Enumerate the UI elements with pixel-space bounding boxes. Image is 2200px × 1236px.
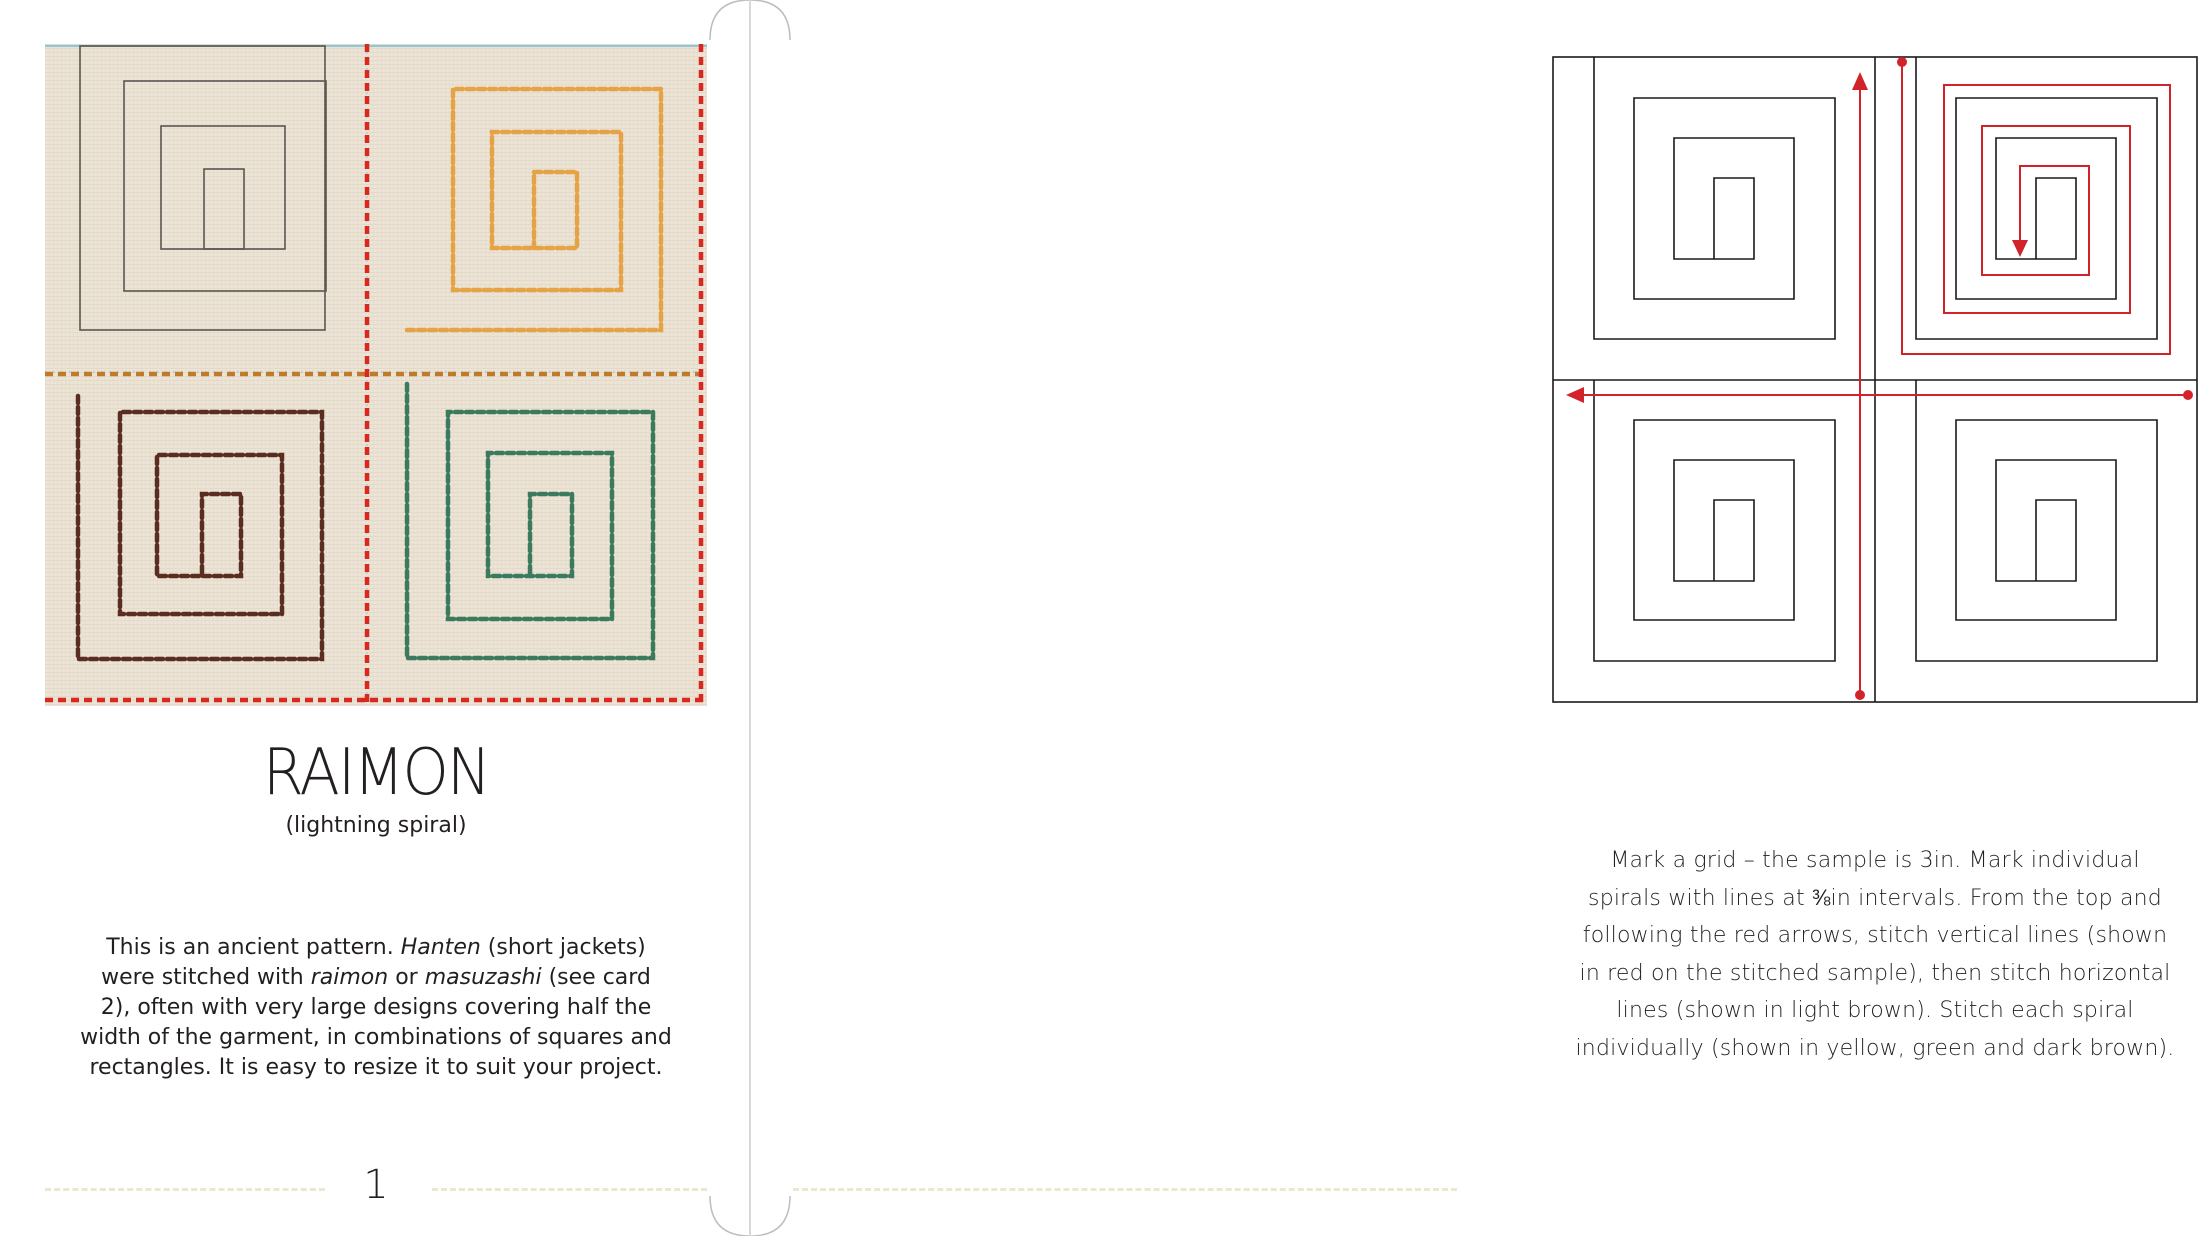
stitching-instructions: [1550, 842, 2200, 1067]
page-corner-icon: [710, 1196, 750, 1236]
instruction-line: lines (shown in light brown). Stitch each spiral: [1616, 998, 2134, 1023]
pattern-subtitle: (lightning spiral): [285, 813, 467, 838]
red-start-dot: [1897, 57, 1907, 67]
instruction-line: spirals with lines at ⅜in intervals. From the top and: [1588, 885, 2162, 911]
stitch-diagram: [1550, 54, 2200, 706]
stitched-sample-photo: [45, 44, 707, 706]
description-text: (short jackets): [480, 935, 646, 960]
description-line: [60, 963, 692, 993]
description-text: 2), often with very large designs covering half the: [100, 995, 652, 1020]
red-arrow-icon: [2012, 240, 2028, 257]
red-start-dot: [1855, 690, 1865, 700]
description-italic-term: Hanten: [400, 935, 481, 960]
description-text: (see card: [541, 965, 651, 990]
description-line: [60, 933, 692, 963]
description-line: [60, 993, 692, 1023]
pattern-title: RAIMON: [262, 736, 490, 810]
description-text: or: [388, 965, 425, 990]
instruction-line: individually (shown in yellow, green and dark brown).: [1575, 1035, 2175, 1061]
description-line: [60, 1023, 692, 1053]
page-corner-icon: [710, 0, 750, 40]
instruction-line: Mark a grid – the sample is 3in. Mark individual: [1610, 848, 2140, 873]
description-text: width of the garment, in combinations of squares and: [80, 1025, 672, 1050]
description-text: were stitched with: [101, 965, 311, 990]
red-arrow-icon: [1852, 72, 1868, 90]
diagram-grid: [1553, 57, 2197, 702]
diagram-spiral-top-right: [1916, 57, 2157, 339]
left-card: [0, 0, 750, 1236]
description-text: This is an ancient pattern.: [106, 935, 401, 960]
diagram-spiral-top-left: [1594, 57, 1835, 339]
page-corner-icon: [750, 1196, 790, 1236]
footer-rule-left: [45, 1188, 325, 1191]
diagram-spiral-bottom-left: [1594, 380, 1835, 661]
description-line: [60, 1053, 692, 1083]
page-divider: [749, 0, 751, 1236]
description-italic-term: raimon: [310, 965, 389, 990]
right-card: [750, 0, 2175, 1236]
instruction-line: in red on the stitched sample), then stitch horizontal: [1579, 960, 2171, 986]
description-text: rectangles. It is easy to resize it to suit your project.: [89, 1055, 663, 1080]
red-start-dot: [2183, 390, 2193, 400]
red-arrow-icon: [1566, 387, 1584, 403]
diagram-spiral-bottom-right: [1916, 380, 2157, 661]
pattern-description: [60, 933, 692, 1083]
description-italic-term: masuzashi: [424, 965, 542, 990]
footer-rule-right: [432, 1188, 707, 1191]
instruction-line: following the red arrows, stitch vertical lines (shown: [1582, 923, 2168, 948]
page-corner-icon: [750, 0, 790, 40]
footer-rule: [793, 1188, 1457, 1191]
page-number: 1: [363, 1162, 389, 1208]
